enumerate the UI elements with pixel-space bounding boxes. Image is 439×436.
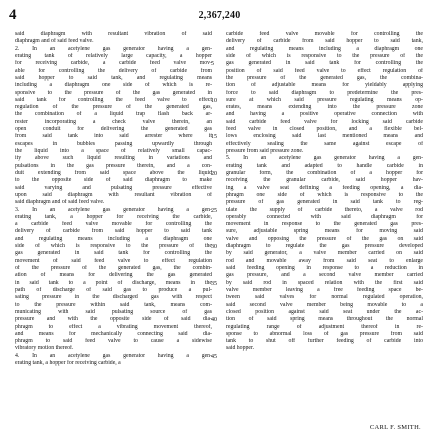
margin-line-number: 35 (211, 280, 217, 287)
text-line: tion of adjustable means for yieldably applying (226, 82, 423, 89)
text-line: said diaphragm with resultant vibration of said (15, 31, 212, 37)
text-line: movement of said feed valve to effect regulation (15, 257, 212, 264)
text-line: duit extending from said space above the liquid (15, 169, 212, 176)
text-line: granular form, the combination of a hopper for (226, 169, 423, 176)
text-line: by said rod in spaced relation with the first said (226, 279, 423, 286)
margin-line-number: 30 (211, 244, 217, 251)
page-number: 4 (9, 7, 17, 23)
text-line: feed valve in closed position, and a flexible bel- (226, 126, 423, 133)
text-line: pressure of gas generated in said tank to reg- (226, 199, 423, 206)
text-line: to the pressure within said tank, means com- (15, 301, 212, 308)
text-line: said diaphragm and of said feed valve. (15, 199, 105, 206)
text-line: a carbide feed valve movable for controlling the (15, 221, 212, 228)
text-line: erating tank, a hopper for receiving the carbide, (15, 213, 212, 220)
text-line: gas generated in said tank for controlling the (226, 60, 423, 67)
text-line: diaphragm and of said feed valve. (15, 38, 94, 45)
text-line: sponse to abnormal loss of gas pressure from said (226, 330, 423, 337)
text-line: of the pressure of the generated gas, the combin- (15, 265, 212, 271)
margin-line-number: 25 (211, 207, 217, 214)
margin-line-number: 45 (211, 354, 217, 361)
text-line: valve and opposing the pressure of the gas on said (226, 235, 423, 242)
text-line: sure, adjustable spring means for moving said (226, 228, 423, 235)
text-line: upon said diaphragm with resultant vibration of (15, 191, 212, 198)
text-line: side of which is responsive to the pressure of the (15, 243, 212, 250)
margin-line-number: 40 (211, 317, 217, 324)
text-line: 2. In an acetylene gas generator having a gen- (15, 45, 212, 52)
inventor-signature: CARL F. SMITH. (369, 424, 421, 431)
text-line: phragm to effect a vibrating movement thereof, (15, 323, 212, 330)
text-line: said feeding opening in response to a reduction in (226, 265, 423, 271)
text-line: pressure from said pressure zone. (226, 148, 304, 154)
text-line: 4. In an acetylene gas generator having a gen- (15, 352, 212, 359)
text-line: gas pressure, and a second valve member carried (226, 272, 423, 279)
patent-number: 2,367,240 (198, 10, 241, 21)
text-line: municating with said pulsating source of gas (15, 308, 212, 315)
text-line: position of said feed valve to effect regulation of (226, 67, 423, 74)
text-line: movement in response to the generated gas pres- (226, 221, 423, 228)
text-line: 3. In an acetylene gas generator having a gen- (15, 206, 212, 213)
text-line: delivery of carbide from said hopper to said tank (15, 228, 212, 235)
margin-line-number: 15 (211, 134, 217, 141)
text-line: sure at which said pressure regulating means op- (226, 96, 423, 103)
text-line: said hopper to said tank, and regulating means (15, 74, 212, 81)
text-line: operably connected with said diaphragm for (226, 213, 423, 220)
text-line: said varying and pulsating pressure effective (15, 184, 212, 191)
text-line: said carbide feed valve for locking said carbide (226, 118, 423, 125)
text-line: erating tank, a hopper for receiving carbide, a (15, 360, 121, 367)
text-line: pressure and with the opposite side of said dia- (15, 316, 212, 323)
text-line: ing a valve seat defining a feeding opening, a dia- (226, 184, 423, 191)
text-line: side of which is responsive to the pressure of the (226, 52, 423, 59)
text-line: escapes in bubbles passing upwardly through (15, 140, 212, 147)
text-line: for receiving carbide, a carbide feed valve mov- (15, 60, 212, 67)
text-line: phragm one side of which is responsive to the (226, 191, 423, 198)
text-line: erating tank and adapted to handle carbide in (226, 162, 423, 169)
text-line: ity above such liquid resulting in variations and (15, 155, 212, 162)
text-line: and regulating means including a diaphragm one (226, 45, 423, 52)
text-line: regulating range of adjustment thereof in re- (226, 323, 423, 330)
text-line: said hopper. (226, 345, 255, 352)
text-line: to the opposite side of said diaphragm to make (15, 177, 212, 184)
text-line: tion of said spring means throughout the normal (226, 316, 423, 323)
text-line: diaphragm to regulate the gas pressure developed (226, 243, 423, 250)
text-line: tween said valves for normal regulated operation, (226, 294, 423, 301)
text-line: sating pressure in the discharged gas with respect (15, 294, 212, 301)
text-line: ation of means for delivering the gas generated (15, 272, 212, 279)
text-line: the pressure of the generated gas, the combina- (226, 74, 423, 81)
text-line: said second valve member being movable to a (226, 301, 423, 308)
margin-line-number: 10 (211, 97, 217, 104)
text-line: ulate the supply of carbide thereto, a valve rod (226, 206, 423, 213)
text-line: rod and movable away from said seat to enlarge (226, 257, 423, 264)
text-line: said tank for controlling the feed valve to effect (15, 96, 212, 103)
text-line: the combination of a liquid trap flash back ar- (15, 111, 212, 118)
text-line: force to said diaphragm to predetermine the pres- (226, 89, 423, 96)
text-line: the liquid into a space of relatively small capac- (15, 148, 212, 154)
text-line: effectively sealing the same against escape of (226, 140, 423, 147)
text-line: erates, means extending into the pressure zone (226, 104, 423, 111)
text-line: closed position against said seat under the ac- (226, 308, 423, 315)
text-line: valve member leaving a free feeding space be- (226, 286, 423, 293)
text-line: sponsive to the pressure of the gas generated in (15, 89, 212, 96)
text-line: gas generated in said tank for controlling the (15, 250, 212, 257)
text-line: path of discharge of said gas to produce a pul- (15, 286, 212, 293)
text-line: from said tank into said arrester where it (15, 133, 212, 140)
text-line: tank to shut off further feeding of carbide into (226, 338, 423, 345)
text-line: receiving the granular carbide, said hopper hav- (226, 177, 423, 184)
text-line: able for controlling the delivery of carbide from (15, 67, 212, 74)
text-line: and having a positive operative connection with (226, 111, 423, 118)
text-line: by said generator, a valve member carried on said (226, 250, 423, 257)
text-line: pulsations in the gas pressure therein, and a con- (15, 162, 212, 169)
text-line: and regulating means including a diaphragm one (15, 235, 212, 242)
text-line: vibratory motion thereof. (15, 345, 74, 352)
text-line: delivery of carbide from said hopper to said tank, (226, 38, 423, 45)
text-line: open conduit for delivering the generated gas (15, 126, 212, 133)
margin-line-number: 20 (211, 171, 217, 178)
text-line: lows enclosing said last mentioned means and (226, 133, 423, 140)
text-line: rester incorporating a check valve therein, an (15, 118, 212, 125)
text-line: and means for mechanically connecting said dia- (15, 330, 212, 337)
text-line: carbide feed valve movable for controlling the (226, 31, 423, 37)
left-text-column (15, 31, 212, 367)
text-line: including a diaphragm one side of which is re- (15, 82, 212, 89)
page-header (0, 6, 439, 24)
text-line: in said tank to a point of discharge, means in the (15, 279, 212, 286)
text-line: 5. In an acetylene gas generator having a gen- (226, 155, 423, 162)
right-text-column (226, 31, 423, 353)
margin-line-number: 5 (211, 61, 214, 68)
text-line: regulation of the pressure of the generated gas, (15, 104, 212, 111)
text-line: erating tank of relatively large capacity, a hopper (15, 52, 212, 59)
text-line: phragm to said feed valve to cause a sidewise (15, 338, 212, 345)
